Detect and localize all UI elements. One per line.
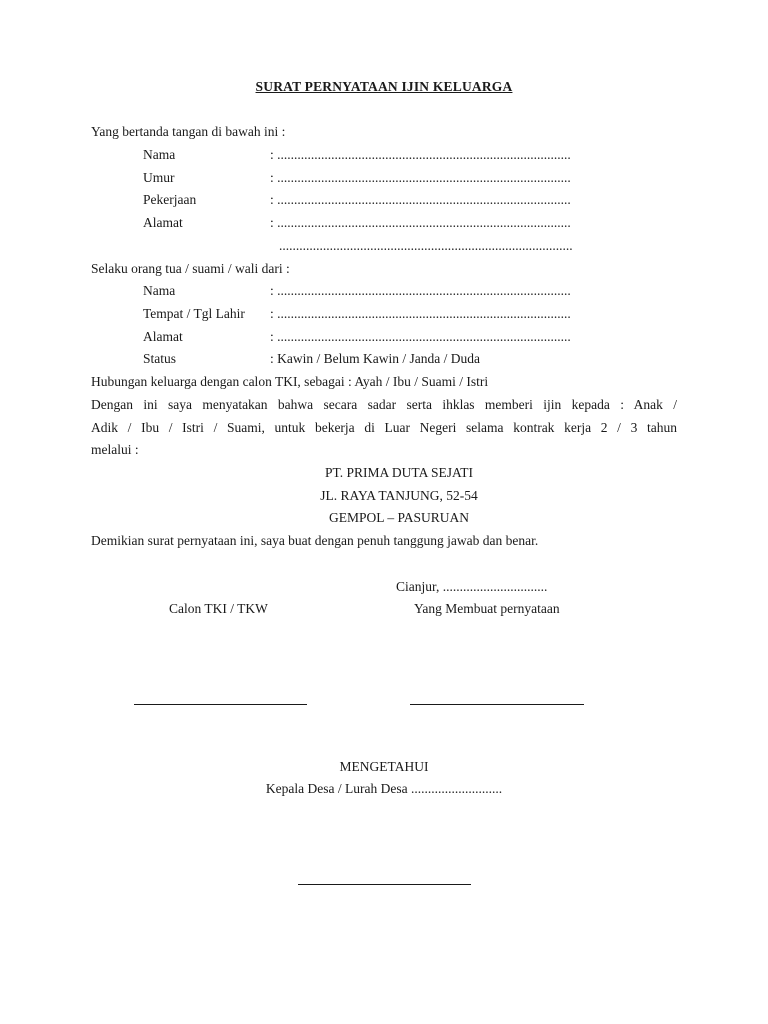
candidate-name-value: : ....................................................................................... (270, 283, 571, 298)
candidate-birth-value: : ....................................................................................... (270, 306, 571, 321)
candidate-name-label: Nama (143, 283, 176, 298)
candidate-role-label: Calon TKI / TKW (169, 601, 268, 616)
signer-address-value: : ....................................................................................... (270, 215, 571, 230)
relation-intro-text: Selaku orang tua / suami / wali dari : (91, 261, 290, 276)
document-title: SURAT PERNYATAAN IJIN KELUARGA (255, 79, 513, 94)
signer-job-label: Pekerjaan (143, 192, 197, 207)
intro-text: Yang bertanda tangan di bawah ini : (91, 124, 286, 139)
candidate-status-label: Status (143, 351, 177, 366)
permission-paragraph-line1: Dengan ini saya menyatakan bahwa secara sadar serta ihklas memberi ijin kepada : Anak / (91, 397, 677, 412)
maker-role-label: Yang Membuat pernyataan (414, 601, 560, 616)
village-head-signature-line (298, 884, 471, 885)
company-name: PT. PRIMA DUTA SEJATI (325, 465, 473, 480)
signer-name-label: Nama (143, 147, 176, 162)
candidate-address-value: : ....................................................................................... (270, 329, 571, 344)
signer-name-value: : ....................................................................................... (270, 147, 571, 162)
acknowledge-heading: MENGETAHUI (339, 759, 429, 774)
closing-statement: Demikian surat pernyataan ini, saya buat dengan penuh tanggung jawab dan benar. (91, 533, 539, 548)
company-city: GEMPOL – PASURUAN (328, 510, 470, 525)
candidate-signature-line (134, 704, 307, 705)
place-date: Cianjur, ............................... (396, 579, 548, 594)
maker-signature-line (410, 704, 584, 705)
candidate-address-label: Alamat (143, 329, 183, 344)
signer-job-value: : ....................................................................................... (270, 192, 571, 207)
candidate-birth-label: Tempat / Tgl Lahir (143, 306, 245, 321)
signer-address-label: Alamat (143, 215, 183, 230)
village-head-label: Kepala Desa / Lurah Desa ........................... (265, 781, 503, 796)
signer-age-label: Umur (143, 170, 175, 185)
permission-paragraph-line2: Adik / Ibu / Istri / Suami, untuk bekerja di Luar Negeri selama kontrak kerja 2 / 3 tahun (91, 420, 677, 435)
signer-address-continuation: ....................................................................................... (279, 238, 573, 253)
candidate-status-value: : Kawin / Belum Kawin / Janda / Duda (270, 351, 480, 366)
signer-age-value: : ....................................................................................... (270, 170, 571, 185)
company-street: JL. RAYA TANJUNG, 52-54 (320, 488, 478, 503)
relationship-text: Hubungan keluarga dengan calon TKI, sebagai : Ayah / Ibu / Suami / Istri (91, 374, 489, 389)
permission-paragraph-line3: melalui : (91, 442, 139, 457)
